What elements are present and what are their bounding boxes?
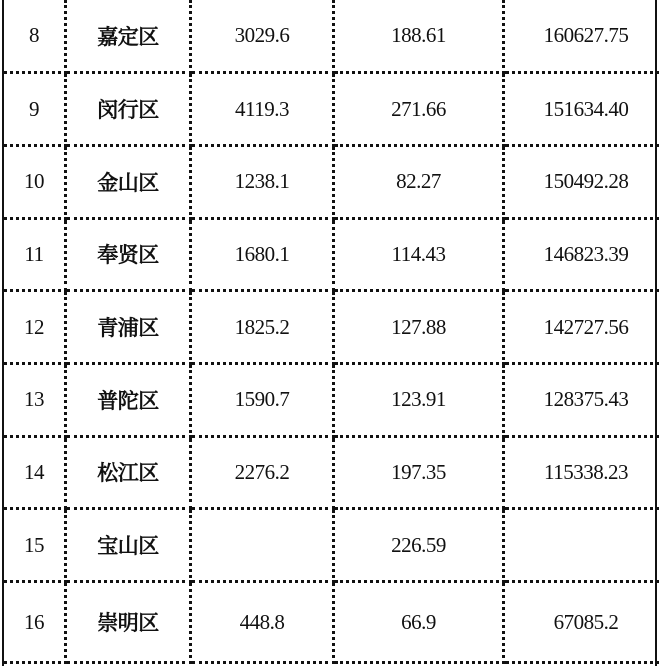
district-cell: 嘉定区 (66, 0, 191, 73)
district-cell: 松江区 (66, 436, 191, 509)
table-row (4, 73, 660, 146)
value-b-cell: 66.9 (334, 582, 504, 663)
rank-cell: 12 (4, 291, 66, 364)
value-a-cell: 1825.2 (191, 291, 334, 364)
value-a-cell: 1680.1 (191, 218, 334, 291)
rank-cell: 10 (4, 145, 66, 218)
rank-cell: 16 (4, 582, 66, 663)
district-data-table (4, 0, 660, 664)
district-cell: 普陀区 (66, 363, 191, 436)
district-cell: 金山区 (66, 145, 191, 218)
rank-cell: 11 (4, 218, 66, 291)
table-row (4, 218, 660, 291)
value-b-cell: 114.43 (334, 218, 504, 291)
table-row (4, 582, 660, 663)
table-row (4, 509, 660, 582)
value-c-cell: 151634.40 (504, 73, 660, 146)
value-c-cell: 128375.43 (504, 363, 660, 436)
rank-cell: 15 (4, 509, 66, 582)
district-cell: 奉贤区 (66, 218, 191, 291)
table-row (4, 0, 660, 73)
table-row (4, 436, 660, 509)
table-row (4, 363, 660, 436)
district-cell: 闵行区 (66, 73, 191, 146)
value-c-cell: 142727.56 (504, 291, 660, 364)
value-a-cell: 1590.7 (191, 363, 334, 436)
value-b-cell: 127.88 (334, 291, 504, 364)
value-a-cell: 448.8 (191, 582, 334, 663)
table-row (4, 145, 660, 218)
value-a-cell: 3029.6 (191, 0, 334, 73)
district-cell: 宝山区 (66, 509, 191, 582)
value-b-cell: 226.59 (334, 509, 504, 582)
value-b-cell: 123.91 (334, 363, 504, 436)
district-cell: 崇明区 (66, 582, 191, 663)
value-c-cell: 160627.75 (504, 0, 660, 73)
value-c-cell: 146823.39 (504, 218, 660, 291)
value-b-cell: 82.27 (334, 145, 504, 218)
value-a-cell: 1238.1 (191, 145, 334, 218)
rank-cell: 14 (4, 436, 66, 509)
district-cell: 青浦区 (66, 291, 191, 364)
rank-cell: 13 (4, 363, 66, 436)
rank-cell: 8 (4, 0, 66, 73)
table-row (4, 291, 660, 364)
value-c-cell: 150492.28 (504, 145, 660, 218)
value-b-cell: 271.66 (334, 73, 504, 146)
value-a-cell: 2276.2 (191, 436, 334, 509)
value-b-cell: 188.61 (334, 0, 504, 73)
value-c-cell (504, 509, 660, 582)
value-a-cell: 4119.3 (191, 73, 334, 146)
value-c-cell: 67085.2 (504, 582, 660, 663)
value-a-cell (191, 509, 334, 582)
value-c-cell: 115338.23 (504, 436, 660, 509)
rank-cell: 9 (4, 73, 66, 146)
value-b-cell: 197.35 (334, 436, 504, 509)
